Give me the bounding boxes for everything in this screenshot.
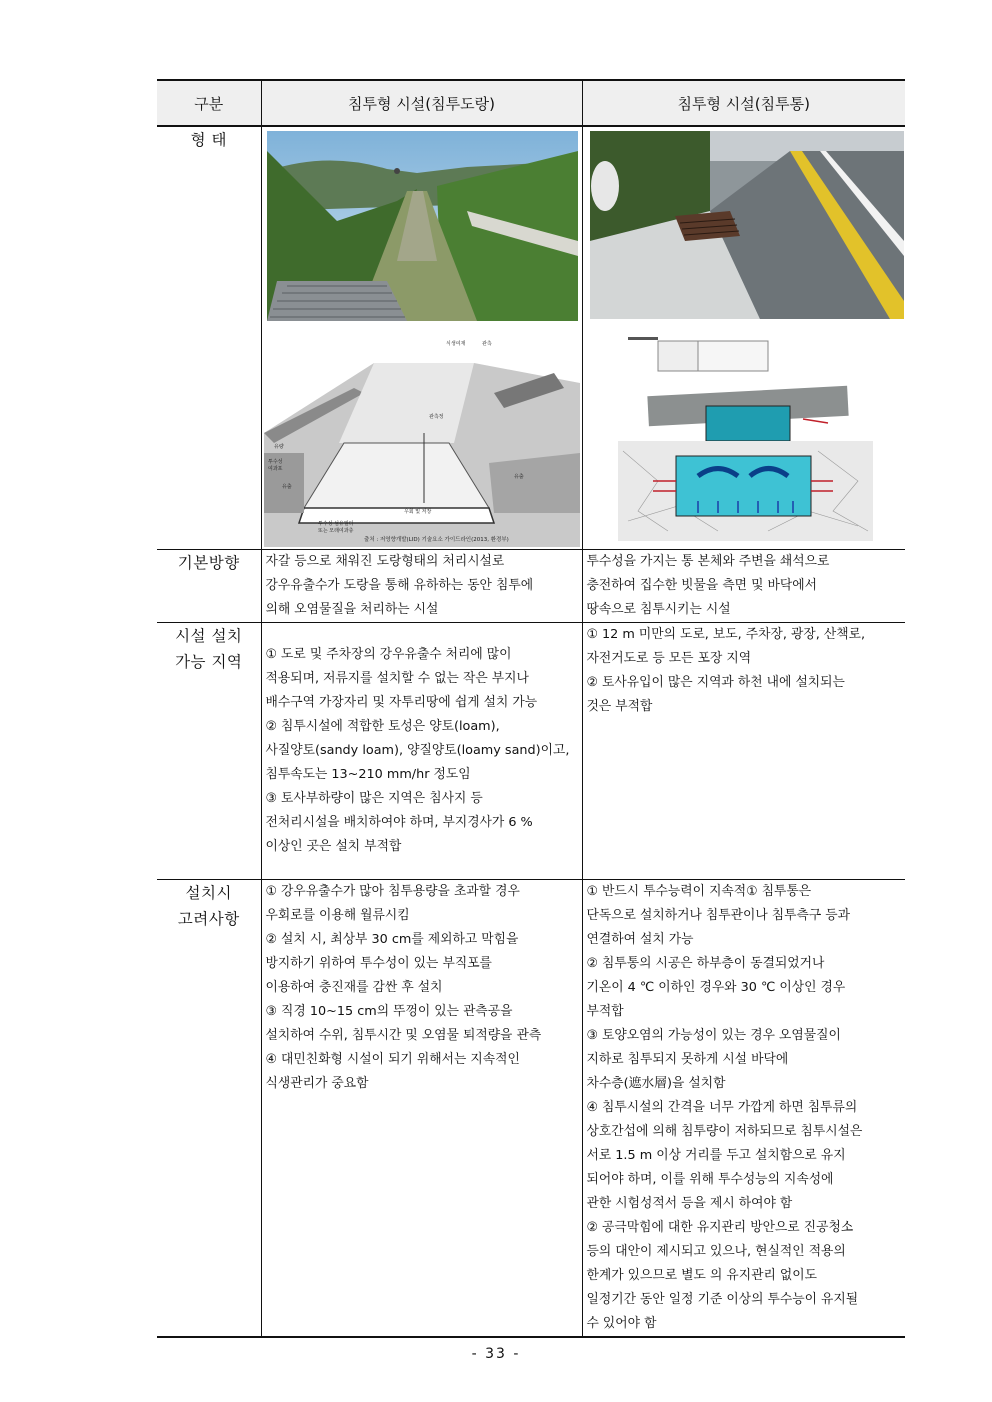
table-row-shape <box>157 126 905 550</box>
table-row-installable-area <box>157 623 905 880</box>
trench-photo <box>267 131 578 321</box>
text-line: 전처리시설을 배치하여야 하며, 부지경사가 6 % <box>265 815 533 830</box>
text-line: 이상인 곳은 설치 부적합 <box>265 839 402 854</box>
trench-installable-area <box>261 623 582 880</box>
text-line: ④ 대민친화형 시설이 되기 위해서는 지속적인 <box>265 1052 520 1067</box>
text-line: 기온이 4 ℃ 이하인 경우와 30 ℃ 이상인 경우 <box>586 980 846 995</box>
text-line: ③ 토사부하량이 많은 지역은 침사지 등 <box>265 791 483 806</box>
text-line: 것은 부적합 <box>586 699 653 714</box>
text-line: 상호간섭에 의해 침투량이 저하되므로 침투시설은 <box>586 1124 863 1139</box>
trench-cross-section-diagram <box>264 333 580 547</box>
row-label-basic-direction: 기본방향 <box>157 550 261 623</box>
text-line: 적용되며, 저류지를 설치할 수 없는 작은 부지나 <box>265 671 529 686</box>
text-line: ② 설치 시, 최상부 30 cm를 제외하고 막힘을 <box>265 932 519 947</box>
text-line: 침투속도는 13~210 mm/hr 정도임 <box>265 767 471 782</box>
header-infiltration-tank: 침투형 시설(침투통) <box>582 80 905 126</box>
diagram-label: 여과포 <box>267 466 282 472</box>
text-line: 자갈 등으로 채워진 도랑형태의 처리시설로 <box>265 554 505 569</box>
diagram-label: 투수성 <box>267 459 282 465</box>
text-line: 수 있어야 함 <box>586 1316 657 1331</box>
text-line: 식생관리가 중요함 <box>265 1076 369 1091</box>
table-row-installation-considerations <box>157 880 905 1338</box>
text-line: 사질양토(sandy loam), 양질양토(loamy sand)이고, <box>265 743 570 758</box>
text-line: ④ 침투시설의 간격을 너무 가깝게 하면 침투류의 <box>586 1100 858 1115</box>
diagram-label: 유출 <box>281 484 292 490</box>
facility-comparison-table <box>157 79 905 1338</box>
text-line: 서로 1.5 m 이상 거리를 두고 설치함으로 유지 <box>586 1148 846 1163</box>
text-line: 지하로 침투되지 못하게 시설 바닥에 <box>586 1052 789 1067</box>
text-line: 등의 대안이 제시되고 있으나, 현실적인 적용의 <box>586 1244 846 1259</box>
text-line: 배수구역 가장자리 및 자투리땅에 쉽게 설치 가능 <box>265 695 538 710</box>
diagram-source: 출처 : 저영향개발(LID) 기술요소 가이드라인(2013, 환경부) <box>363 537 509 543</box>
page-number: - 33 - <box>471 1346 521 1362</box>
text-line: ① 12 m 미만의 도로, 보도, 주차장, 광장, 산책로, <box>586 627 866 642</box>
tank-basic-direction <box>582 550 905 623</box>
diagram-label: 투수성 섬유필터 <box>317 521 353 527</box>
row-label-line: 가능 지역 <box>175 653 243 671</box>
trench-images-cell <box>261 126 582 550</box>
tank-photo <box>590 131 904 319</box>
diagram-label: 우회 및 저장 <box>403 509 431 515</box>
text-line: ② 토사유입이 많은 지역과 하천 내에 설치되는 <box>586 675 845 690</box>
row-label-line: 시설 설치 <box>175 627 243 645</box>
text-line: 설치하여 수위, 침투시간 및 오염물 퇴적량을 관측 <box>265 1028 542 1043</box>
header-category: 구분 <box>157 80 261 126</box>
text-line: ① 강우유출수가 많아 침투용량을 초과할 경우 <box>265 884 520 899</box>
text-line: 방지하기 위하여 투수성이 있는 부직포를 <box>265 956 492 971</box>
text-line: ② 침투통의 시공은 하부층이 동결되었거나 <box>586 956 825 971</box>
text-line: 충전하여 집수한 빗물을 측면 및 바닥에서 <box>586 578 817 593</box>
row-label-installable-area <box>157 623 261 880</box>
text-line: 이용하여 충진재를 감싼 후 설치 <box>265 980 443 995</box>
diagram-label: 유출 <box>513 474 524 480</box>
table-row-basic-direction <box>157 550 905 623</box>
row-label-installation-considerations <box>157 880 261 1338</box>
tank-installable-area <box>582 623 905 880</box>
text-line: 투수성을 가지는 통 본체와 주변을 쇄석으로 <box>586 554 830 569</box>
text-line: ① 반드시 투수능력이 지속적① 침투통은 <box>586 884 812 899</box>
row-label-line: 설치시 <box>185 884 232 902</box>
text-line: 단독으로 설치하거나 침투관이나 침투측구 등과 <box>586 908 851 923</box>
diagram-label: 식생여재 <box>445 341 465 347</box>
text-line: 한계가 있으므로 별도 의 유지관리 없이도 <box>586 1268 817 1283</box>
text-line: 강우유출수가 도랑을 통해 유하하는 동안 침투에 <box>265 578 534 593</box>
text-line: 자전거도로 등 모든 포장 지역 <box>586 651 752 666</box>
text-line: ② 공극막힘에 대한 유지관리 방안으로 진공청소 <box>586 1220 854 1235</box>
row-label-shape: 형 태 <box>190 131 227 149</box>
diagram-label: 관측정 <box>428 414 443 420</box>
diagram-label: 관측 <box>481 341 492 347</box>
text-line: 연결하여 설치 가능 <box>586 932 694 947</box>
tank-installation-considerations <box>582 880 905 1338</box>
text-line: ② 침투시설에 적합한 토성은 양토(loam), <box>265 719 500 734</box>
text-line: ③ 직경 10~15 cm의 뚜껑이 있는 관측공을 <box>265 1004 513 1019</box>
text-line: 부적합 <box>586 1004 624 1019</box>
text-line: ③ 토양오염의 가능성이 있는 경우 오염물질이 <box>586 1028 841 1043</box>
header-infiltration-trench: 침투형 시설(침투도랑) <box>261 80 582 126</box>
diagram-label: 유량 <box>273 444 284 450</box>
tank-cross-section-diagram <box>618 331 873 541</box>
row-label-line: 고려사항 <box>177 910 240 928</box>
text-line: 우회로를 이용해 월류시킴 <box>265 908 410 923</box>
table-header-row <box>157 80 905 126</box>
text-line: 땅속으로 침투시키는 시설 <box>586 602 731 617</box>
text-line: 일정기간 동안 일정 기준 이상의 투수능이 유지될 <box>586 1292 859 1307</box>
text-line: 관한 시험성적서 등을 제시 하여야 함 <box>586 1196 793 1211</box>
trench-basic-direction <box>261 550 582 623</box>
text-line: 차수층(遮水層)을 설치함 <box>586 1076 726 1091</box>
trench-installation-considerations <box>261 880 582 1338</box>
tank-images-cell <box>582 126 905 550</box>
text-line: 의해 오염물질을 처리하는 시설 <box>265 602 439 617</box>
diagram-label: 또는 모래여과층 <box>317 528 353 534</box>
text-line: ① 도로 및 주차장의 강우유출수 처리에 많이 <box>265 647 512 662</box>
text-line: 되어야 하며, 이를 위해 투수성능의 지속성에 <box>586 1172 834 1187</box>
